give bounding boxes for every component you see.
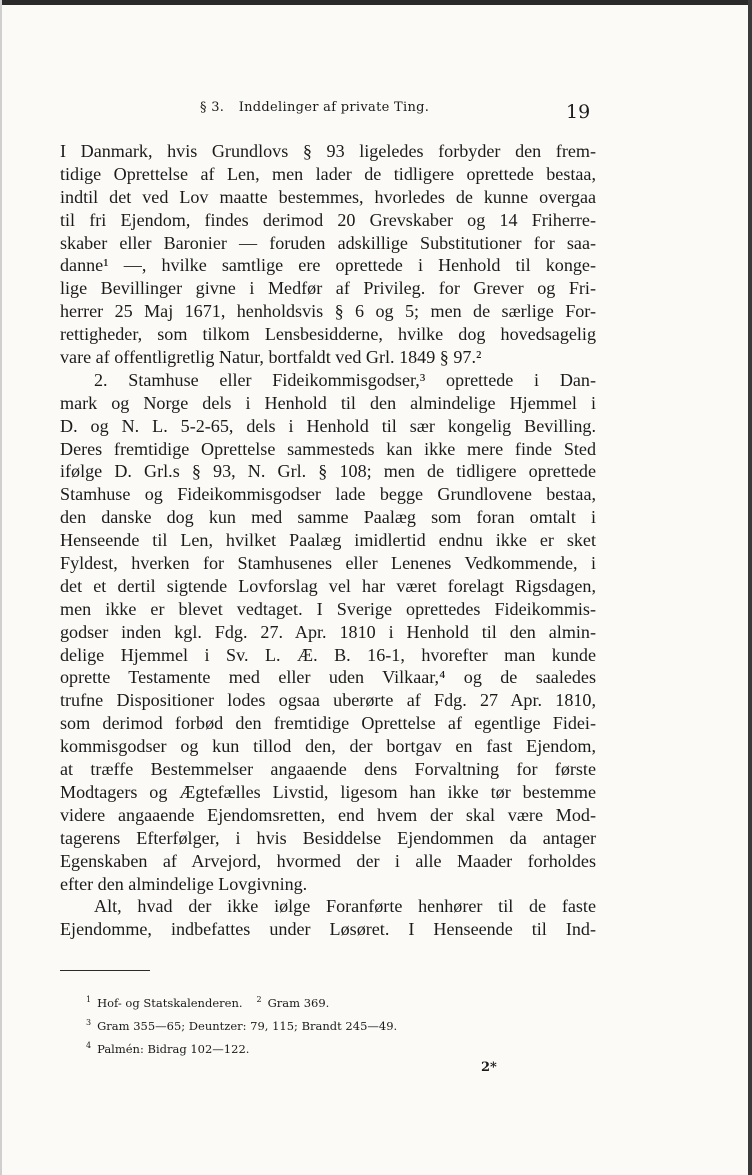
- text-line: D. og N. L. 5-2-65, dels i Henhold til sær kongelig Bevilling.: [60, 415, 596, 436]
- header-title: Inddelinger af private Ting.: [238, 100, 430, 115]
- text-line: efter den almindelige Lovgivning.: [60, 873, 308, 894]
- text-line: at træffe Bestemmelser angaaende dens Forvaltning for første: [60, 759, 596, 780]
- footnote-line: [86, 990, 397, 1013]
- text-line: Ejendomme, indbefattes under Løsøret. I Henseende til Ind-: [60, 919, 596, 940]
- footnote-text: Gram 369.: [267, 996, 330, 1010]
- text-line: indtil det ved Lov maatte bestemmes, hvorledes de kunne overgaa: [60, 186, 596, 207]
- text-line: tidige Oprettelse af Len, men lader de tidligere oprettede bestaa,: [60, 163, 596, 184]
- footnote-number: 3: [86, 1018, 92, 1027]
- text-line: I Danmark, hvis Grundlovs § 93 ligeledes forbyder den frem-: [60, 141, 596, 161]
- footnotes: [86, 990, 397, 1059]
- footnote-text: Palmén: Bidrag 102—122.: [97, 1042, 250, 1056]
- running-header: [200, 100, 429, 115]
- text-line: 2. Stamhuse eller Fideikommisgodser,³ oprettede i Dan-: [94, 369, 596, 390]
- footnote-line: [86, 1036, 397, 1059]
- page-number: 19: [566, 101, 591, 123]
- text-line: Alt, hvad der ikke iølge Foranførte henhører til de faste: [94, 896, 596, 917]
- text-line: herrer 25 Maj 1671, henholdsvis § 6 og 5; men de særlige For-: [60, 301, 596, 322]
- header-section: § 3.: [200, 100, 225, 115]
- footnote-text: Hof- og Statskalenderen.: [97, 996, 243, 1010]
- text-line: delige Hjemmel i Sv. L. Æ. B. 16-1, hvorefter man kunde: [60, 644, 596, 665]
- text-line: kommisgodser og kun tillod den, der bortgav en fast Ejendom,: [60, 736, 596, 757]
- text-line: trufne Dispositioner lodes ogsaa uberørte af Fdg. 27 Apr. 1810,: [60, 690, 596, 711]
- text-line: Egenskaben af Arvejord, hvormed der i alle Maader forholdes: [60, 850, 596, 871]
- text-line: skaber eller Baronier — foruden adskillige Substitutioner for saa-: [60, 232, 596, 253]
- text-line: danne¹ —, hvilke samtlige ere oprettede i Henhold til konge-: [60, 255, 596, 276]
- text-line: Modtagers og Ægtefælles Livstid, ligesom han ikke tør bestemme: [60, 781, 596, 802]
- text-line: mark og Norge dels i Henhold til den almindelige Hjemmel i: [60, 392, 596, 413]
- text-line: Fyldest, hverken for Stamhusenes eller Lenenes Vedkommende, i: [60, 553, 596, 574]
- text-line: ifølge D. Grl.s § 93, N. Grl. § 108; men de tidligere oprettede: [60, 461, 596, 482]
- footnote-line: [86, 1013, 397, 1036]
- text-line: oprette Testamente med eller uden Vilkaar,⁴ og de saaledes: [60, 667, 596, 688]
- text-line: Stamhuse og Fideikommisgodser lade begge Grundlovene bestaa,: [60, 484, 596, 505]
- body-text: [60, 140, 596, 941]
- footnote-rule: [60, 970, 150, 971]
- text-line: til fri Ejendom, findes derimod 20 Grevskaber og 14 Friherre-: [60, 209, 596, 230]
- text-line: tagerens Efterfølger, i hvis Besiddelse Ejendommen da antager: [60, 827, 596, 848]
- footnote-number: 1: [86, 995, 92, 1004]
- scan-edge-top: [0, 0, 752, 5]
- text-line: det et dertil sigtende Lovforslag vel har været forelagt Rigsdagen,: [60, 575, 596, 596]
- text-line: Deres fremtidige Oprettelse sammesteds kan ikke mere finde Sted: [60, 438, 596, 459]
- footnote-number: 2: [256, 995, 262, 1004]
- text-line: rettigheder, som tilkom Lensbesidderne, hvilke dog hovedsagelig: [60, 324, 596, 345]
- text-line: vare af offentligretlig Natur, bortfaldt ved Grl. 1849 § 97.²: [60, 347, 482, 368]
- text-line: godser inden kgl. Fdg. 27. Apr. 1810 i Henhold til den almin-: [60, 621, 596, 642]
- text-line: den danske dog kun med samme Paalæg som foran omtalt i: [60, 507, 596, 528]
- text-line: som derimod forbød den fremtidige Oprettelse af egentlige Fidei-: [60, 713, 596, 734]
- text-line: lige Bevillinger givne i Medfør af Privileg. for Grever og Fri-: [60, 278, 596, 299]
- text-line: videre angaaende Ejendomsretten, end hvem der skal være Mod-: [60, 804, 596, 825]
- scan-edge-right: [748, 0, 752, 1175]
- text-line: men ikke er blevet vedtaget. I Sverige oprettedes Fideikommis-: [60, 598, 596, 619]
- text-line: Henseende til Len, hvilket Paalæg imidlertid endnu ikke er sket: [60, 530, 596, 551]
- footnote-number: 4: [86, 1041, 92, 1050]
- footnote-text: Gram 355—65; Deuntzer: 79, 115; Brandt 245—49.: [97, 1019, 398, 1033]
- signature-mark: 2*: [481, 1060, 497, 1075]
- scan-edge-left: [0, 0, 2, 1175]
